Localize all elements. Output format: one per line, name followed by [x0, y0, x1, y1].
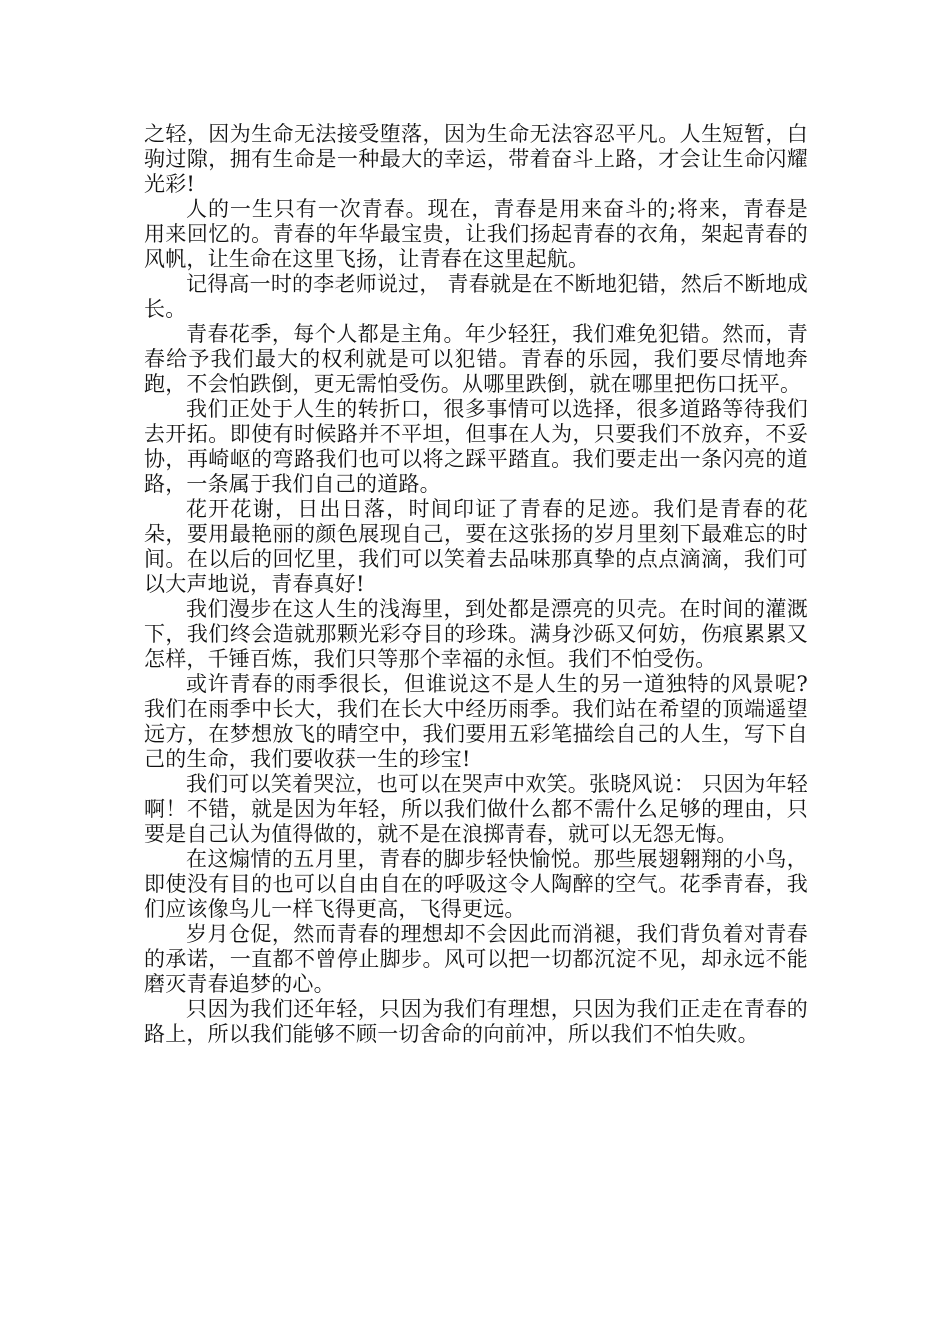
- paragraph-5: 我们正处于人生的转折口，很多事情可以选择，很多道路等待我们去开拓。即使有时候路并不平坦，但事在人为，只要我们不放弃，不妥协，再崎岖的弯路我们也可以将之踩平踏直。我们要走出一条闪亮的道路，一条属于我们自己的道路。: [144, 397, 808, 496]
- paragraph-10: 在这煽情的五月里，青春的脚步轻快愉悦。那些展翅翱翔的小鸟，即使没有目的也可以自由自在的呼吸这令人陶醉的空气。花季青春，我们应该像鸟儿一样飞得更高，飞得更远。: [144, 847, 808, 921]
- paragraph-12: 只因为我们还年轻，只因为我们有理想，只因为我们正走在青春的路上，所以我们能够不顾一切舍命的向前冲，所以我们不怕失败。: [144, 997, 808, 1046]
- paragraph-8: 或许青春的雨季很长，但谁说这不是人生的另一道独特的风景呢?我们在雨季中长大，我们在长大中经历雨季。我们站在希望的顶端遥望远方，在梦想放飞的晴空中，我们要用五彩笔描绘自己的人生，写下自己的生命，我们要收获一生的珍宝!: [144, 672, 808, 771]
- paragraph-2: 人的一生只有一次青春。现在，青春是用来奋斗的;将来，青春是用来回忆的。青春的年华最宝贵，让我们扬起青春的衣角，架起青春的风帆，让生命在这里飞扬，让青春在这里起航。: [144, 197, 808, 271]
- paragraph-3: 记得高一时的李老师说过， 青春就是在不断地犯错，然后不断地成长。: [144, 272, 808, 321]
- paragraph-9: 我们可以笑着哭泣，也可以在哭声中欢笑。张晓风说： 只因为年轻啊！不错，就是因为年轻，所以我们做什么都不需什么足够的理由，只要是自己认为值得做的，就不是在浪掷青春，就可以无怨无悔。: [144, 772, 808, 846]
- document-body: [144, 122, 808, 1047]
- paragraph-11: 岁月仓促，然而青春的理想却不会因此而消褪，我们背负着对青春的承诺，一直都不曾停止脚步。风可以把一切都沉淀不见，却永远不能磨灭青春追梦的心。: [144, 922, 808, 996]
- paragraph-4: 青春花季，每个人都是主角。年少轻狂，我们难免犯错。然而，青春给予我们最大的权利就是可以犯错。青春的乐园，我们要尽情地奔跑，不会怕跌倒，更无需怕受伤。从哪里跌倒，就在哪里把伤口抚平。: [144, 322, 808, 396]
- paragraph-7: 我们漫步在这人生的浅海里，到处都是漂亮的贝壳。在时间的灌溉下，我们终会造就那颗光彩夺目的珍珠。满身沙砾又何妨，伤痕累累又怎样，千锤百炼，我们只等那个幸福的永恒。我们不怕受伤。: [144, 597, 808, 671]
- paragraph-6: 花开花谢，日出日落，时间印证了青春的足迹。我们是青春的花朵，要用最艳丽的颜色展现自己，要在这张扬的岁月里刻下最难忘的时间。在以后的回忆里，我们可以笑着去品味那真挚的点点滴滴，我们可以大声地说，青春真好!: [144, 497, 808, 596]
- paragraph-1: 之轻，因为生命无法接受堕落，因为生命无法容忍平凡。人生短暂，白驹过隙，拥有生命是一种最大的幸运，带着奋斗上路，才会让生命闪耀光彩!: [144, 122, 808, 196]
